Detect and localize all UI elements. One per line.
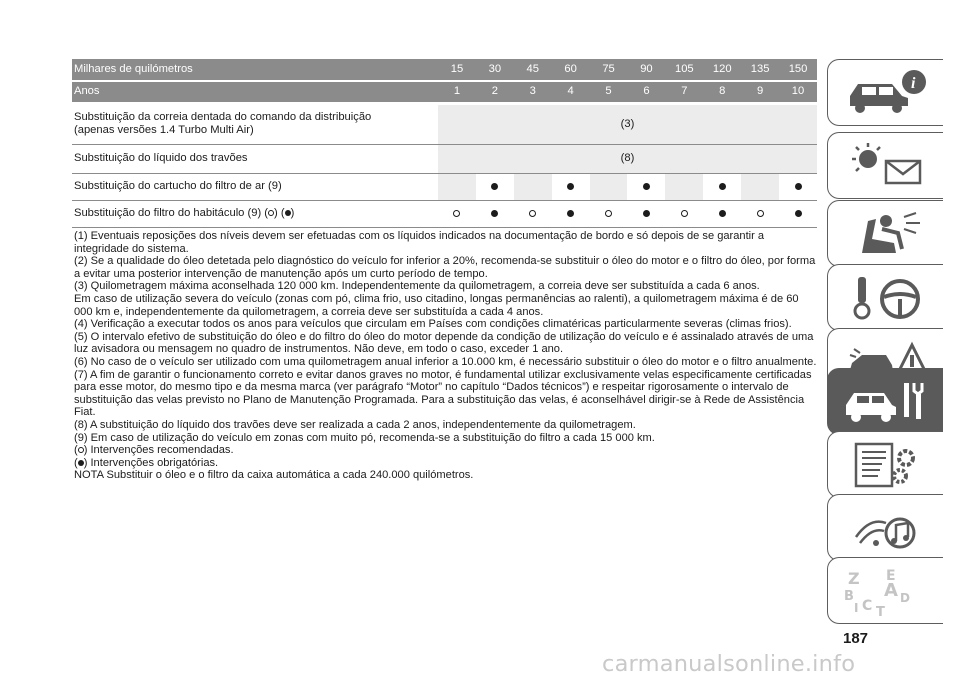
seat-airbag-icon: [842, 209, 932, 259]
tab-safety[interactable]: [827, 200, 943, 267]
key-steering-wheel-icon: [842, 273, 932, 323]
footnote: (2) Se a qualidade do óleo detetada pelo diagnóstico do veículo for inferior a 20%, recomenda-se substituir o óleo do motor e o filtro do óleo, por forma a evitar uma posterior intervenção de manutenção após um curto período de tempo.: [74, 255, 816, 280]
recommended-mark: [681, 210, 688, 217]
mandatory-mark: [491, 210, 498, 217]
span-note-cell: (3): [438, 103, 817, 144]
mark-cell: [703, 173, 741, 200]
years-header-cell: 5: [590, 81, 628, 103]
km-header-cell: 15: [438, 59, 476, 81]
tab-starting-driving[interactable]: [827, 264, 943, 331]
legend-mandatory: [74, 457, 819, 470]
legend-text: (: [74, 456, 78, 469]
car-info-icon: [842, 68, 932, 118]
years-header-cell: 7: [665, 81, 703, 103]
index-letter: A: [884, 580, 898, 601]
row-label-mid: ) (: [274, 207, 285, 219]
km-header-cell: 150: [779, 59, 817, 81]
table-row: [72, 144, 817, 173]
table-row: [72, 173, 817, 200]
recommended-mark: [529, 210, 536, 217]
mandatory-mark: [567, 183, 574, 190]
mandatory-mark: [719, 210, 726, 217]
mark-cell: [665, 200, 703, 227]
row-label-line: Substituição da correia dentada do comando da distribuição: [74, 111, 372, 123]
watermark: carmanualsonline.info: [602, 651, 856, 677]
tab-maintenance[interactable]: [827, 368, 943, 435]
footnotes: [74, 230, 819, 482]
footnote: Em caso de utilização severa do veículo (zonas com pó, clima frio, uso citadino, longas permanências ao ralenti), a quilometragem máxima é de 60 000 km e, independentemente da quilometragem, a correia deve ser substituída a cada 4 anos.: [74, 292, 799, 318]
maintenance-schedule-table: [72, 59, 817, 228]
years-header-cell: 8: [703, 81, 741, 103]
row-label-prefix: Substituição do filtro do habitáculo (9) (: [74, 207, 269, 219]
years-header-cell: 10: [779, 81, 817, 103]
mark-cell: [741, 173, 779, 200]
mark-cell: [627, 200, 665, 227]
svg-text:i: i: [911, 75, 916, 92]
nota-text: NOTA Substituir o óleo e o filtro da caixa automática a cada 240.000 quilómetros.: [74, 469, 474, 482]
index-letter: C: [862, 598, 873, 614]
years-header-cell: 9: [741, 81, 779, 103]
footnote: (4) Verificação a executar todos os anos para veículos que circulam em Países com condições climatéricas particularmente severas (climas frios).: [74, 318, 792, 331]
km-header-cell: 120: [703, 59, 741, 81]
years-header-row: [72, 81, 817, 103]
technical-data-gear-icon: [842, 440, 932, 490]
index-letter: T: [876, 605, 885, 620]
recommended-mark: [757, 210, 764, 217]
years-header-cell: 3: [514, 81, 552, 103]
index-letter: B: [844, 589, 854, 604]
years-header-label: Anos: [72, 81, 438, 103]
mark-cell: [476, 173, 514, 200]
mandatory-mark: [491, 183, 498, 190]
recommended-mark: [605, 210, 612, 217]
mark-cell: [438, 173, 476, 200]
km-header-cell: 75: [590, 59, 628, 81]
km-header-cell: 60: [552, 59, 590, 81]
tab-car-info[interactable]: [827, 59, 943, 126]
km-header-cell: 30: [476, 59, 514, 81]
row-label: Substituição do cartucho do filtro de ar (9): [72, 173, 438, 200]
mark-cell: [476, 200, 514, 227]
footnote: (7) A fim de garantir o funcionamento correto e evitar danos graves no motor, é fundamental utilizar exclusivamente velas especificamente certificadas para esse motor, do mesmo tipo e da mesma marca (ver parágrafo “Motor” no capítulo “Dados técnicos”) e respeitar rigorosamente o intervalo de substituição das velas previsto no Plano de Manutenção Programada. Para a substituição das velas, é aconselhável dirigir-se à Rede de Assistência Fiat.: [74, 368, 812, 419]
mark-cell: [741, 200, 779, 227]
tab-index[interactable]: [827, 557, 943, 624]
mandatory-mark: [643, 210, 650, 217]
table-row: [72, 103, 817, 144]
tab-multimedia[interactable]: [827, 494, 943, 561]
km-header-row: [72, 59, 817, 81]
mark-cell: [665, 173, 703, 200]
footnote: (9) Em caso de utilização do veículo em zonas com muito pó, recomenda-se a substituição do filtro a cada 15 000 km.: [74, 431, 655, 444]
legend-recommended: [74, 444, 819, 457]
mandatory-mark: [719, 183, 726, 190]
mark-cell: [590, 200, 628, 227]
index-letter: D: [900, 591, 910, 605]
index-letter: I: [854, 601, 859, 615]
years-header-cell: 6: [627, 81, 665, 103]
years-header-cell: 2: [476, 81, 514, 103]
mandatory-mark: [795, 210, 802, 217]
row-label: Substituição do líquido dos travões: [72, 144, 438, 173]
footnote: (6) No caso de o veículo ser utilizado com uma quilometragem anual inferior a 10.000 km, é necessário substituir o óleo do motor e o filtro anualmente.: [74, 355, 817, 368]
years-header-cell: 4: [552, 81, 590, 103]
row-label-line: (apenas versões 1.4 Turbo Multi Air): [74, 124, 254, 136]
table-row: [72, 200, 817, 227]
footnote: (5) O intervalo efetivo de substituição do óleo e do filtro do óleo do motor depende da condição de utilização do veículo e é assinalado através de uma luz avisadora ou mensagem no quadro de instrumentos. Não deve, em todo o caso, exceder 1 ano.: [74, 330, 814, 356]
km-header-cell: 90: [627, 59, 665, 81]
km-header-label: Milhares de quilómetros: [72, 59, 438, 81]
mandatory-mark: [795, 183, 802, 190]
footnote: (1) Eventuais reposições dos níveis devem ser efetuadas com os líquidos indicados na documentação de bordo e só depois de se garantir a integridade do sistema.: [74, 230, 765, 255]
warning-lights-message-icon: [842, 141, 932, 191]
car-maintenance-tools-icon: [842, 377, 932, 427]
km-header-cell: 45: [514, 59, 552, 81]
legend-text: (: [74, 444, 78, 457]
km-header-cell: 135: [741, 59, 779, 81]
footnote: (3) Quilometragem máxima aconselhada 120 000 km. Independentemente da quilometragem, a correia deve ser substituída a cada 6 anos.: [74, 280, 760, 293]
footnote: (8) A substituição do líquido dos travões deve ser realizada a cada 2 anos, independentemente da quilometragem.: [74, 418, 636, 431]
mark-cell: [552, 200, 590, 227]
mandatory-mark: [643, 183, 650, 190]
tab-technical-data[interactable]: [827, 431, 943, 498]
km-header-cell: 105: [665, 59, 703, 81]
index-letter: E: [886, 568, 896, 584]
legend-text: ) Intervenções recomendadas.: [83, 444, 234, 457]
mark-cell: [779, 173, 817, 200]
mark-cell: [703, 200, 741, 227]
mark-cell: [627, 173, 665, 200]
index-letter: Z: [848, 569, 860, 588]
mandatory-mark: [567, 210, 574, 217]
years-header-cell: 1: [438, 81, 476, 103]
recommended-mark: [453, 210, 460, 217]
tab-warning-lights[interactable]: [827, 132, 943, 199]
alphabetical-index-icon: [842, 566, 932, 624]
multimedia-music-icon: [842, 503, 932, 553]
mark-cell: [552, 173, 590, 200]
row-label: [72, 103, 438, 144]
row-label: [72, 200, 438, 227]
row-label-suffix: ): [290, 207, 295, 219]
span-note-cell: (8): [438, 144, 817, 173]
page-number: 187: [843, 630, 869, 647]
mark-cell: [779, 200, 817, 227]
mark-cell: [514, 200, 552, 227]
legend-text: ) Intervenções obrigatórias.: [83, 456, 219, 469]
mark-cell: [438, 200, 476, 227]
mark-cell: [514, 173, 552, 200]
mark-cell: [590, 173, 628, 200]
